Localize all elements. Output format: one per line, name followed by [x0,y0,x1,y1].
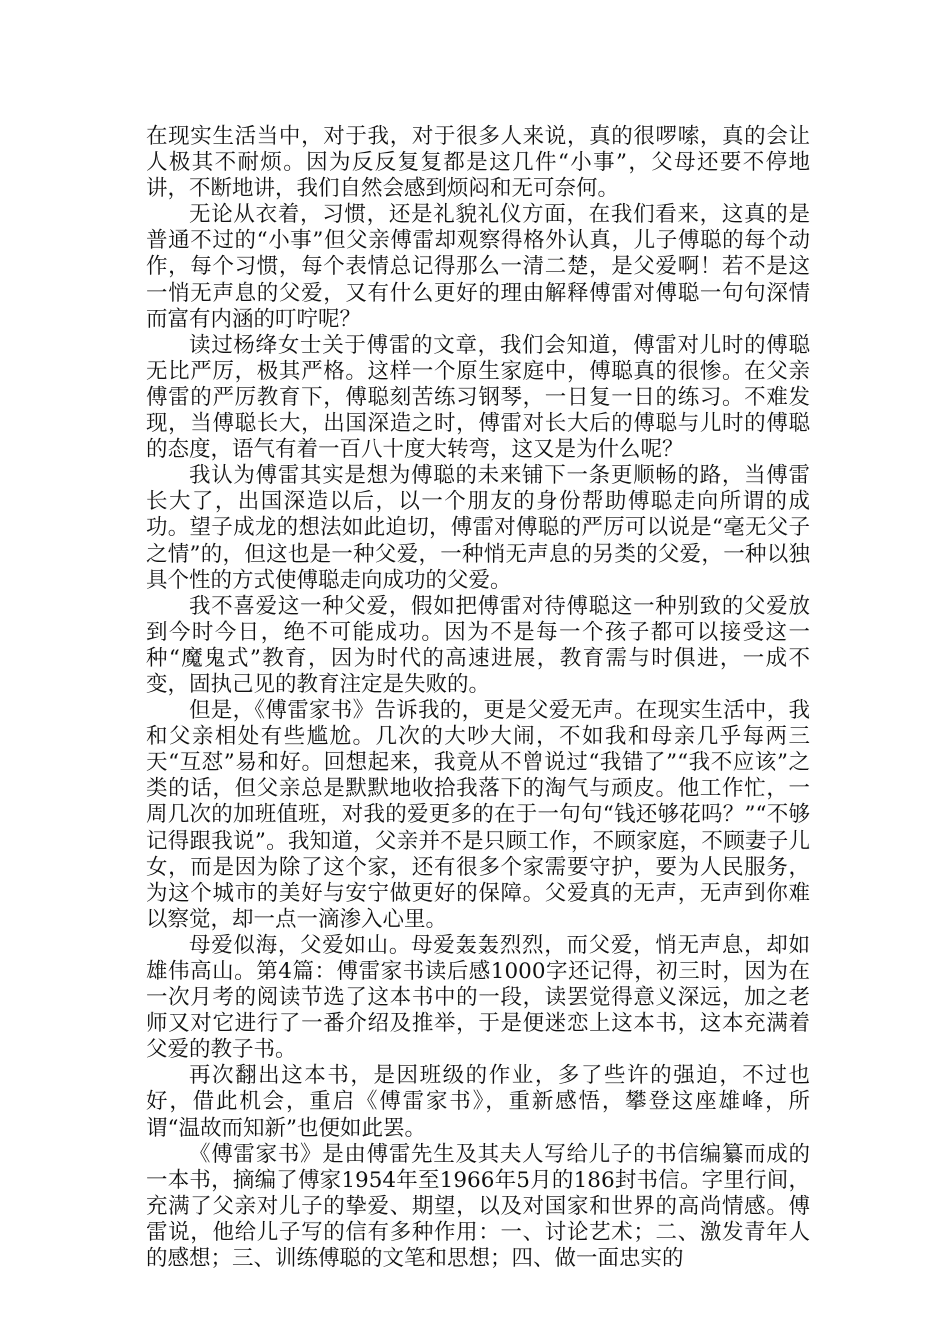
paragraph-6: 但是，《傅雷家书》告诉我的，更是父爱无声。在现实生活中，我和父亲相处有些尴尬。几次的大吵大闹，不如我和母亲几乎每两三天“互怼”易和好。回想起来，我竟从不曾说过“我错了”“我不应该”之类的话，但父亲总是默默地收拾我落下的淘气与顽皮。他工作忙，一周几次的加班值班，对我的爱更多的在于一句句“钱还够花吗？”“不够记得跟我说”。我知道，父亲并不是只顾工作，不顾家庭，不顾妻子儿女，而是因为除了这个家，还有很多个家需要守护，要为人民服务，为这个城市的美好与安宁做更好的保障。父爱真的无声，无声到你难以察觉，却一点一滴渗入心里。 [146,698,810,932]
paragraph-3: 读过杨绛女士关于傅雷的文章，我们会知道，傅雷对儿时的傅聪无比严厉，极其严格。这样一个原生家庭中，傅聪真的很惨。在父亲傅雷的严厉教育下，傅聪刻苦练习钢琴，一日复一日的练习。不难发现，当傅聪长大，出国深造之时，傅雷对长大后的傅聪与儿时的傅聪的态度，语气有着一百八十度大转弯，这又是为什么呢？ [146,332,810,463]
paragraph-1: 在现实生活当中，对于我，对于很多人来说，真的很啰嗦，真的会让人极其不耐烦。因为反反复复都是这几件“小事”，父母还要不停地讲，不断地讲，我们自然会感到烦闷和无可奈何。 [146,124,810,202]
paragraph-9: 《傅雷家书》是由傅雷先生及其夫人写给儿子的书信编纂而成的一本书，摘编了傅家1954年至1966年5月的186封书信。字里行间，充满了父亲对儿子的挚爱、期望，以及对国家和世界的高尚情感。傅雷说，他给儿子写的信有多种作用：一、讨论艺术；二、激发青年人的感想；三、训练傅聪的文笔和思想；四、做一面忠实的 [146,1141,810,1272]
paragraph-2: 无论从衣着，习惯，还是礼貌礼仪方面，在我们看来，这真的是普通不过的“小事”但父亲傅雷却观察得格外认真，儿子傅聪的每个动作，每个习惯，每个表情总记得那么一清二楚，是父爱啊！若不是这一悄无声息的父爱，又有什么更好的理由解释傅雷对傅聪一句句深情而富有内涵的叮咛呢？ [146,202,810,332]
paragraph-4: 我认为傅雷其实是想为傅聪的未来铺下一条更顺畅的路，当傅雷长大了，出国深造以后，以一个朋友的身份帮助傅聪走向所谓的成功。望子成龙的想法如此迫切，傅雷对傅聪的严厉可以说是“毫无父子之情”的，但这也是一种父爱，一种悄无声息的另类的父爱，一种以独具个性的方式使傅聪走向成功的父爱。 [146,463,810,593]
document-body [146,124,810,1272]
paragraph-8: 再次翻出这本书，是因班级的作业，多了些许的强迫，不过也好，借此机会，重启《傅雷家书》，重新感悟，攀登这座雄峰，所谓“温故而知新”也便如此罢。 [146,1063,810,1141]
paragraph-5: 我不喜爱这一种父爱，假如把傅雷对待傅聪这一种别致的父爱放到今时今日，绝不可能成功。因为不是每一个孩子都可以接受这一种“魔鬼式”教育，因为时代的高速进展，教育需与时俱进，一成不变，固执己见的教育注定是失败的。 [146,593,810,697]
paragraph-7: 母爱似海，父爱如山。母爱轰轰烈烈，而父爱，悄无声息，却如雄伟高山。第4篇：傅雷家书读后感1000字还记得，初三时，因为在一次月考的阅读节选了这本书中的一段，读罢觉得意义深远，加之老师又对它进行了一番介绍及推举，于是便迷恋上这本书，这本充满着父爱的教子书。 [146,932,810,1063]
